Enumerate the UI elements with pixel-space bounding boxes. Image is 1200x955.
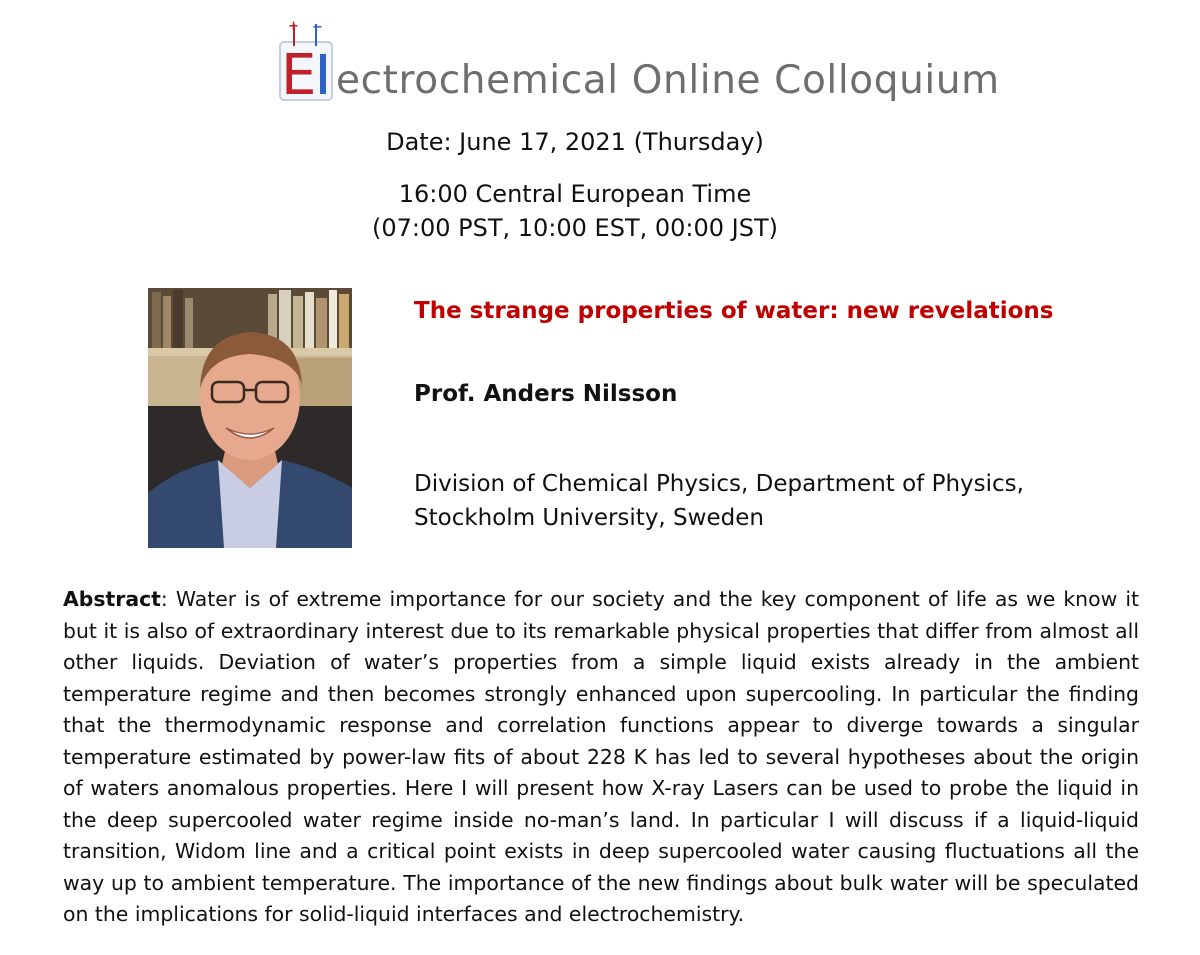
speaker-name: Prof. Anders Nilsson: [414, 381, 678, 407]
speaker-affiliation: [414, 467, 1024, 535]
event-time: 16:00 Central European Time: [398, 180, 752, 208]
abstract-paragraph: [63, 584, 1139, 931]
abstract-label: Abstract: [63, 587, 161, 611]
electrochemical-cell-logo-icon: [276, 18, 340, 102]
svg-text:E: E: [281, 43, 317, 102]
affiliation-line-1: Division of Chemical Physics, Department of Physics,: [414, 471, 1024, 497]
abstract-text: : Water is of extreme importance for our society and the key component of life as we know it but it is also of extraordinary interest due to its remarkable physical properties that differ from almost all other liquids. Deviation of water’s properties from a simple liquid exists already in the ambient temperature regime and then becomes strongly enhanced upon supercooling. In particular the finding that the thermodynamic response and correlation functions appear to diverge towards a singular temperature estimated by power-law fits of about 228 K has led to several hypotheses about the origin of waters anomalous properties. Here I will present how X-ray Lasers can be used to probe the liquid in the deep supercooled water regime inside no-man’s land. In particular I will discuss if a liquid-liquid transition, Widom line and a critical point exists in deep supercooled water causing fluctuations all the way up to ambient temperature. The importance of the new findings about bulk water will be speculated on the implications for solid-liquid interfaces and electrochemistry.: [63, 587, 1139, 926]
speaker-photo: [148, 288, 352, 548]
svg-text:−: −: [312, 20, 323, 35]
event-date: Date: June 17, 2021 (Thursday): [386, 128, 764, 156]
affiliation-line-2: Stockholm University, Sweden: [414, 505, 764, 531]
talk-title: The strange properties of water: new revelations: [414, 298, 1054, 324]
event-time-zones: (07:00 PST, 10:00 EST, 00:00 JST): [371, 214, 779, 242]
logo-title-text: ectrochemical Online Colloquium: [336, 58, 1000, 103]
svg-text:+: +: [288, 19, 299, 34]
speaker-portrait-icon: [148, 288, 352, 548]
colloquium-logo: [276, 18, 1000, 108]
